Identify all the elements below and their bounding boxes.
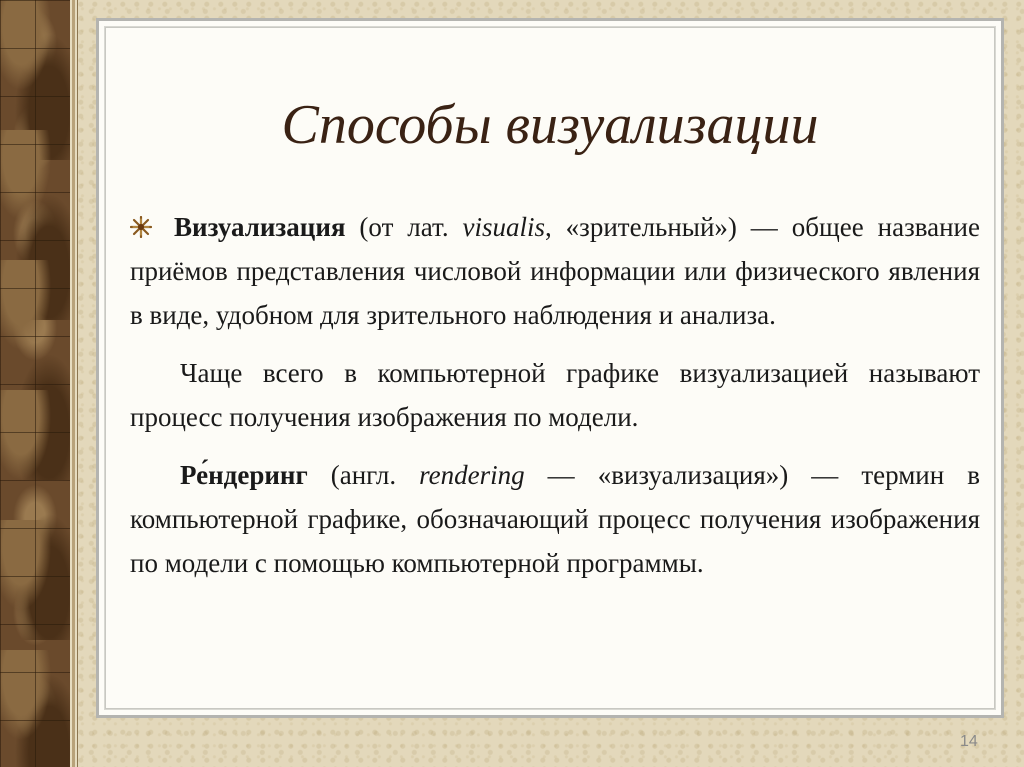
slide-body (130, 205, 980, 585)
term-visualization: Визуализация (174, 212, 346, 242)
slide-title: Способы визуализации (281, 94, 819, 156)
latin-word: visualis (462, 212, 545, 242)
strip-divider-thin (77, 0, 78, 767)
paragraph-visualization (130, 205, 980, 337)
strip-divider (72, 0, 75, 767)
star-burst-icon (130, 207, 152, 229)
text-segment: (от лат. (345, 212, 463, 242)
decorative-side-strip (0, 0, 70, 767)
text-segment: (англ. (307, 460, 420, 490)
text-segment: , «зрительный») — общее название приёмов представления числовой информации или физического явления в виде, удобном для зрительного наблюдения и анализа. (130, 212, 980, 330)
term-rendering: Ре́ндеринг (180, 460, 308, 490)
paragraph-graphics: Чаще всего в компьютерной графике визуализацией называют процесс получения изображения по модели. (130, 358, 980, 432)
text-segment: — «визуализация») — термин в компьютерной графике, обозначающий процесс получения изображения по модели с помощью компьютерной программы. (130, 460, 980, 578)
paragraph-rendering (130, 453, 980, 585)
page-number: 14 (960, 733, 978, 750)
english-word: rendering (419, 460, 525, 490)
